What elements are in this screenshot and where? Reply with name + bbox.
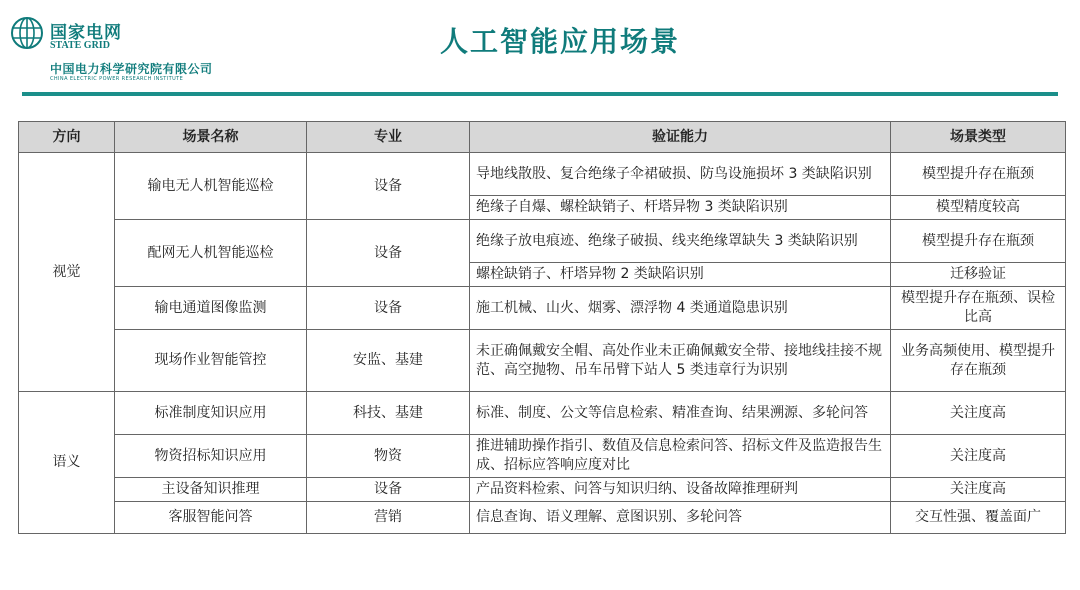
scene-type-cell: 迁移验证 bbox=[891, 263, 1066, 287]
capability-cell: 未正确佩戴安全帽、高处作业未正确佩戴安全带、接地线挂接不规范、高空抛物、吊车吊臂下站人 5 类违章行为识别 bbox=[470, 330, 891, 392]
capability-cell: 绝缘子放电痕迹、绝缘子破损、线夹绝缘罩缺失 3 类缺陷识别 bbox=[470, 220, 891, 263]
capability-cell: 标准、制度、公文等信息检索、精准查询、结果溯源、多轮问答 bbox=[470, 392, 891, 435]
domain-cell: 物资 bbox=[307, 435, 470, 478]
scenario-table bbox=[18, 121, 1066, 534]
organization-english-name: CHINA ELECTRIC POWER RESEARCH INSTITUTE bbox=[50, 76, 184, 82]
table-row bbox=[19, 435, 1066, 478]
capability-cell: 推进辅助操作指引、数值及信息检索问答、招标文件及监造报告生成、招标应答响应度对比 bbox=[470, 435, 891, 478]
domain-cell: 设备 bbox=[307, 220, 470, 287]
state-grid-globe-icon bbox=[10, 16, 44, 50]
domain-cell: 安监、基建 bbox=[307, 330, 470, 392]
table-row bbox=[19, 287, 1066, 330]
direction-cell: 语义 bbox=[19, 392, 115, 534]
table-row bbox=[19, 392, 1066, 435]
table-row bbox=[19, 153, 1066, 196]
scene-type-cell: 关注度高 bbox=[891, 478, 1066, 502]
scene-type-cell: 模型提升存在瓶颈、误检比高 bbox=[891, 287, 1066, 330]
logo-english-name: STATE GRID bbox=[50, 40, 110, 51]
capability-cell: 螺栓缺销子、杆塔异物 2 类缺陷识别 bbox=[470, 263, 891, 287]
capability-cell: 施工机械、山火、烟雾、漂浮物 4 类通道隐患识别 bbox=[470, 287, 891, 330]
scene-name-cell: 客服智能问答 bbox=[115, 502, 307, 534]
scene-type-cell: 模型精度较高 bbox=[891, 196, 1066, 220]
capability-cell: 导地线散股、复合绝缘子伞裙破损、防鸟设施损坏 3 类缺陷识别 bbox=[470, 153, 891, 196]
capability-cell: 产品资料检索、问答与知识归纳、设备故障推理研判 bbox=[470, 478, 891, 502]
organization-name: 中国电力科学研究院有限公司 bbox=[50, 62, 213, 76]
domain-cell: 科技、基建 bbox=[307, 392, 470, 435]
domain-cell: 设备 bbox=[307, 153, 470, 220]
table-row bbox=[19, 220, 1066, 263]
scene-name-cell: 标准制度知识应用 bbox=[115, 392, 307, 435]
header-scene-name: 场景名称 bbox=[115, 122, 307, 153]
header-direction: 方向 bbox=[19, 122, 115, 153]
header-scene-type: 场景类型 bbox=[891, 122, 1066, 153]
company-logo bbox=[8, 10, 238, 80]
scene-type-cell: 交互性强、覆盖面广 bbox=[891, 502, 1066, 534]
domain-cell: 营销 bbox=[307, 502, 470, 534]
direction-cell: 视觉 bbox=[19, 153, 115, 392]
scene-type-cell: 业务高频使用、模型提升存在瓶颈 bbox=[891, 330, 1066, 392]
scene-name-cell: 现场作业智能管控 bbox=[115, 330, 307, 392]
scene-type-cell: 关注度高 bbox=[891, 435, 1066, 478]
page-title: 人工智能应用场景 bbox=[440, 25, 681, 58]
table-row bbox=[19, 330, 1066, 392]
logo-chinese-name: 国家电网 bbox=[50, 23, 122, 43]
header-capability: 验证能力 bbox=[470, 122, 891, 153]
scene-name-cell: 主设备知识推理 bbox=[115, 478, 307, 502]
scene-name-cell: 物资招标知识应用 bbox=[115, 435, 307, 478]
scene-type-cell: 关注度高 bbox=[891, 392, 1066, 435]
scene-type-cell: 模型提升存在瓶颈 bbox=[891, 153, 1066, 196]
table-row bbox=[19, 478, 1066, 502]
domain-cell: 设备 bbox=[307, 478, 470, 502]
domain-cell: 设备 bbox=[307, 287, 470, 330]
header-domain: 专业 bbox=[307, 122, 470, 153]
table-header-row bbox=[19, 122, 1066, 153]
capability-cell: 绝缘子自爆、螺栓缺销子、杆塔异物 3 类缺陷识别 bbox=[470, 196, 891, 220]
scene-name-cell: 配网无人机智能巡检 bbox=[115, 220, 307, 287]
capability-cell: 信息查询、语义理解、意图识别、多轮问答 bbox=[470, 502, 891, 534]
scene-name-cell: 输电通道图像监测 bbox=[115, 287, 307, 330]
table-row bbox=[19, 502, 1066, 534]
scene-type-cell: 模型提升存在瓶颈 bbox=[891, 220, 1066, 263]
scene-name-cell: 输电无人机智能巡检 bbox=[115, 153, 307, 220]
header-divider bbox=[22, 92, 1058, 96]
